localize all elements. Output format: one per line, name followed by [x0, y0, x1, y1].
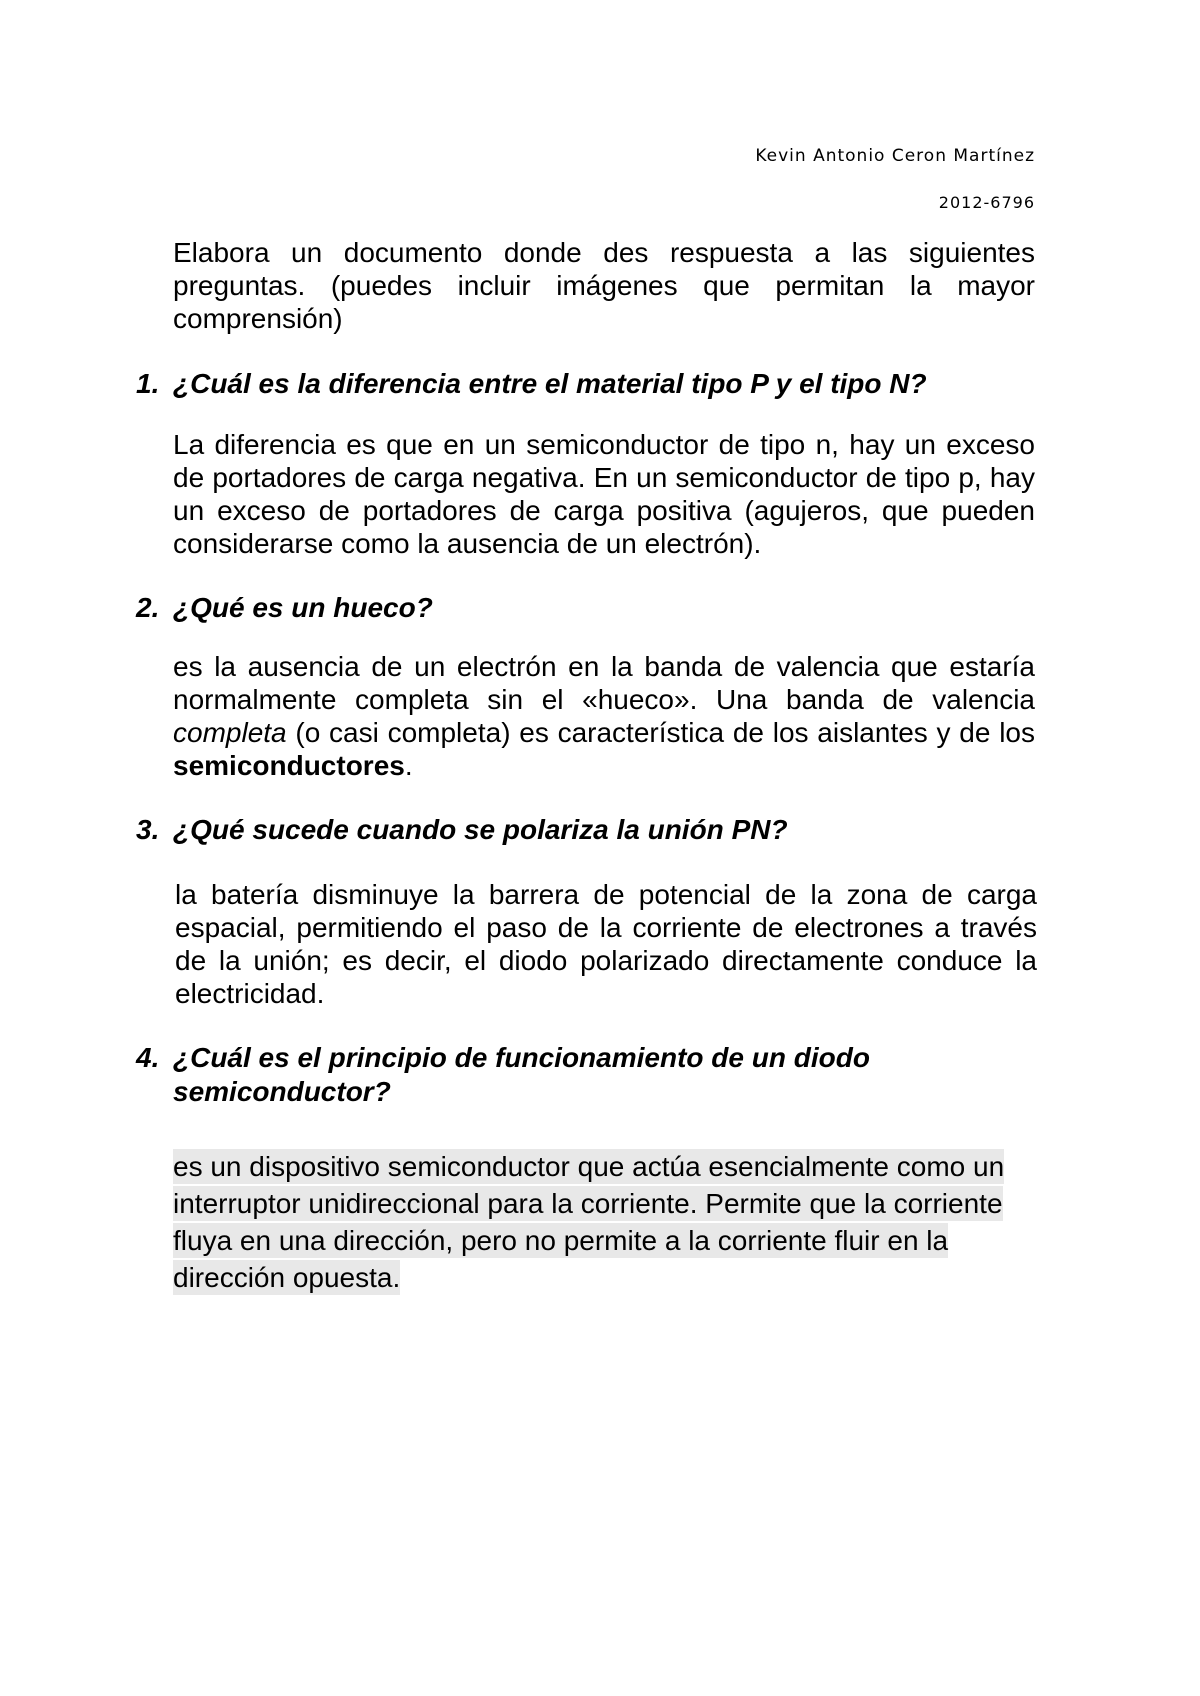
answer-2 [173, 650, 1035, 782]
question-2 [136, 591, 1036, 625]
question-2-text: ¿Qué es un hueco? [173, 592, 433, 623]
answer-1: La diferencia es que en un semiconductor de tipo n, hay un exceso de portadores de carga negativa. En un semiconductor de tipo p, hay un exceso de portadores de carga positiva (agujeros, que pueden considerarse como la ausencia de un electrón). [173, 429, 1035, 559]
answer-2-bold-word: semiconductores [173, 750, 405, 781]
question-3-number: 3. [136, 814, 160, 845]
answer-2-part-2: (o casi completa) es característica de los aislantes y de los [286, 717, 1035, 748]
question-2-number: 2. [136, 592, 160, 623]
intro-paragraph: Elabora un documento donde des respuesta a las siguientes preguntas. (puedes incluir imágenes que permitan la mayor comprensión) [173, 237, 1035, 334]
question-3-text: ¿Qué sucede cuando se polariza la unión PN? [173, 814, 788, 845]
answer-2-part-3: . [404, 750, 413, 781]
question-1-number: 1. [136, 368, 160, 399]
question-4-text: ¿Cuál es el principio de funcionamiento de un diodo semiconductor? [173, 1042, 870, 1107]
question-1 [136, 367, 1036, 401]
student-id: 2012-6796 [938, 193, 1035, 212]
answer-2-italic-word: completa [173, 717, 287, 748]
question-4-number: 4. [136, 1042, 160, 1073]
question-3 [136, 813, 1036, 847]
answer-2-part-1: es la ausencia de un electrón en la banda de valencia que estaría normalmente completa sin el «hueco». Una banda de valencia [173, 651, 1035, 715]
author-name: Kevin Antonio Ceron Martínez [755, 146, 1035, 166]
question-1-text: ¿Cuál es la diferencia entre el material tipo P y el tipo N? [173, 368, 927, 399]
answer-4 [173, 1148, 1033, 1296]
question-4 [136, 1041, 1036, 1109]
answer-4-highlighted-text: es un dispositivo semiconductor que actúa esencialmente como un interruptor unidireccional para la corriente. Permite que la corriente fluya en una dirección, pero no permite a la corriente fluir en la dirección opuesta. [173, 1151, 1005, 1293]
answer-3: la batería disminuye la barrera de potencial de la zona de carga espacial, permitiendo el paso de la corriente de electrones a través de la unión; es decir, el diodo polarizado directamente conduce la electricidad. [175, 879, 1037, 1009]
